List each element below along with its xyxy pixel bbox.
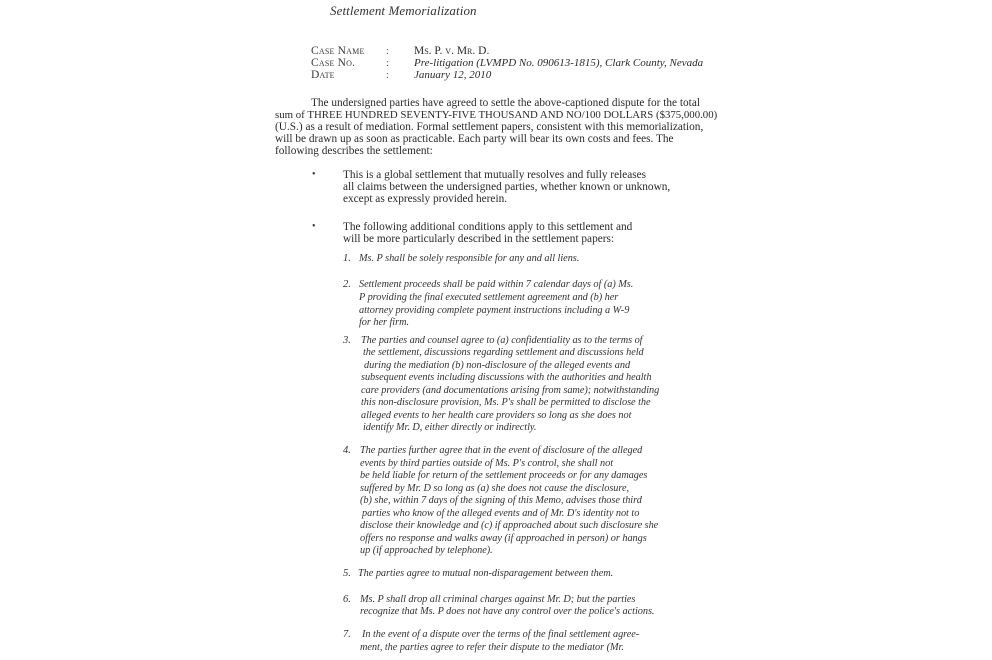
condition-line: during the mediation (b) non-disclosure of the alleged events and: [364, 360, 631, 371]
condition-line: The parties further agree that in the event of disclosure of the alleged: [360, 445, 643, 456]
bullet-icon: •: [312, 221, 316, 232]
paragraph-line: [275, 109, 717, 121]
condition-number: 1.: [343, 253, 351, 264]
condition-line: suffered by Mr. D so long as (a) she does not cause the disclosure,: [360, 483, 630, 494]
condition-line: subsequent events including discussions with the authorities and health: [361, 372, 652, 383]
condition-line: the settlement, discussions regarding settlement and discussions held: [363, 347, 644, 358]
condition-line: Settlement proceeds shall be paid within 7 calendar days of (a) Ms.: [359, 279, 634, 290]
bullet-line: except as expressly provided herein.: [343, 193, 508, 205]
case-name-label: Case Name: [311, 45, 365, 57]
condition-number: 4.: [343, 445, 351, 456]
case-number-label: Case No.: [311, 57, 356, 69]
paragraph-line: [275, 121, 703, 133]
condition-line: identify Mr. D, either directly or indirectly.: [363, 422, 537, 433]
paragraph-text: as a result of mediation. Formal settlement papers, consistent with this memorialization,: [302, 121, 704, 133]
condition-number: 7.: [343, 629, 351, 640]
case-number-value: Pre-litigation (LVMPD No. 090613-1815), Clark County, Nevada: [414, 57, 704, 69]
condition-line: The parties and counsel agree to (a) confidentiality as to the terms of: [361, 335, 643, 346]
date-label: Date: [311, 69, 335, 81]
condition-line: events by third parties outside of Ms. P's control, she shall not: [360, 458, 614, 469]
bullet-line: This is a global settlement that mutually resolves and fully releases: [343, 169, 647, 181]
condition-number: 5.: [343, 568, 351, 579]
condition-line: offers no response and walks away (if approached in person) or hangs: [360, 533, 647, 544]
condition-number: 6.: [343, 594, 351, 605]
paragraph-line: The undersigned parties have agreed to settle the above-captioned dispute for the total: [311, 97, 700, 109]
case-number-colon: :: [386, 57, 390, 69]
bullet-line: will be more particularly described in the settlement papers:: [343, 233, 615, 245]
settlement-amount-words: THREE HUNDRED SEVENTY-FIVE THOUSAND AND NO/100 DOLLARS: [307, 109, 654, 121]
condition-line: up (if approached by telephone).: [360, 545, 493, 556]
condition-line: P providing the final executed settlement agreement and (b) her: [359, 292, 619, 303]
condition-line: (b) she, within 7 days of the signing of this Memo, advises those third: [360, 495, 642, 506]
condition-line: care providers (and documentations arising from same); notwithstanding: [361, 385, 660, 396]
currency: (U.S.): [275, 121, 303, 133]
condition-line: disclose their knowledge and (c) if approached about such disclosure she: [360, 520, 659, 531]
condition-line: alleged events to her health care providers so long as she does not: [361, 410, 632, 421]
condition-line: ment, the parties agree to refer their dispute to the mediator (Mr.: [360, 642, 624, 653]
paragraph-line: will be drawn up as soon as practicable. Each party will bear its own costs and fees. The: [275, 133, 674, 145]
settlement-amount-figure: ($375,000.00): [656, 109, 718, 121]
date-colon: :: [386, 69, 390, 81]
condition-line: attorney providing complete payment instructions including a W-9: [359, 305, 630, 316]
paragraph-line: following describes the settlement:: [275, 145, 433, 157]
condition-number: 3.: [343, 335, 351, 346]
case-name-value: Ms. P. v. Mr. D.: [414, 45, 490, 57]
case-name-colon: :: [386, 45, 390, 57]
condition-line: this non-disclosure provision, Ms. P's shall be permitted to disclose the: [361, 397, 651, 408]
paragraph-text: sum of: [275, 109, 308, 121]
bullet-line: The following additional conditions apply to this settlement and: [343, 221, 633, 233]
condition-line: be held liable for return of the settlement proceeds or for any damages: [360, 470, 648, 481]
date-value: January 12, 2010: [414, 69, 492, 81]
bullet-icon: •: [312, 169, 316, 180]
condition-line: parties who know of the alleged events and of Mr. D's identity not to: [362, 508, 640, 519]
bullet-line: all claims between the undersigned parties, whether known or unknown,: [343, 181, 671, 193]
condition-line: In the event of a dispute over the terms of the final settlement agree-: [362, 629, 640, 640]
condition-line: for her firm.: [359, 317, 409, 328]
condition-line: Ms. P shall be solely responsible for any and all liens.: [359, 253, 580, 264]
condition-line: recognize that Ms. P does not have any control over the police's actions.: [360, 606, 655, 617]
document-title: Settlement Memorialization: [330, 3, 477, 18]
condition-line: The parties agree to mutual non-disparagement between them.: [358, 568, 614, 579]
condition-line: Ms. P shall drop all criminal charges against Mr. D; but the parties: [360, 594, 636, 605]
condition-number: 2.: [343, 279, 351, 290]
